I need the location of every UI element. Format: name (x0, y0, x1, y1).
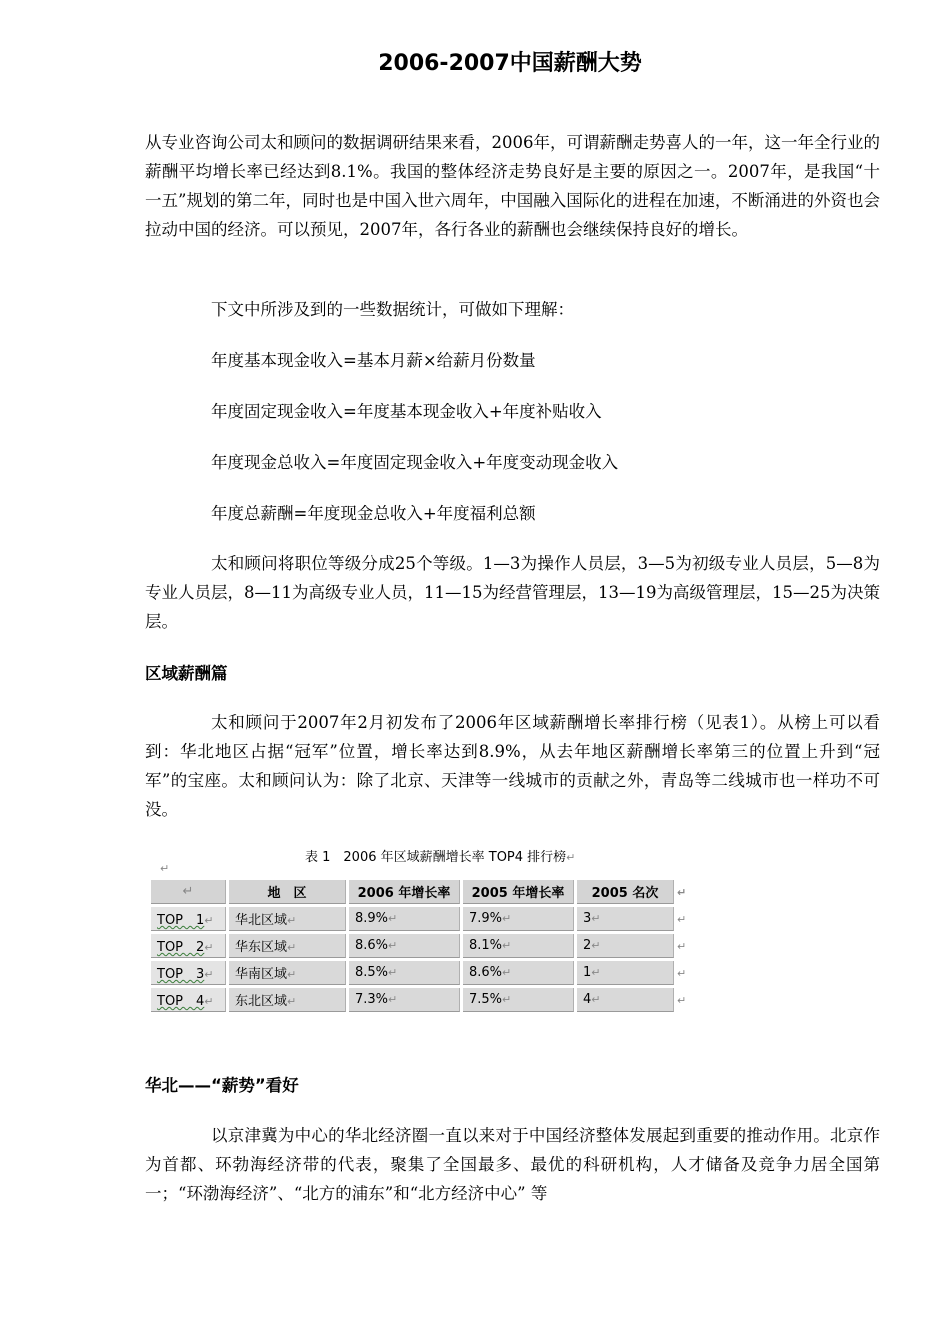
salary-growth-table (148, 877, 689, 1015)
table-header-row (151, 880, 686, 904)
formula-fixed-cash: 年度固定现金收入=年度基本现金收入+年度补贴收入 (211, 402, 602, 421)
paragraph-mark-icon: ↵ (677, 885, 687, 899)
rank-cell: TOP 2↵ (151, 934, 226, 958)
header-growth-2006: 2006 年增长率 (349, 880, 460, 904)
paragraph-mark-icon: ↵ (677, 912, 687, 926)
header-rank-2005: 2005 名次 (577, 880, 674, 904)
growth-2005-cell: 8.6%↵ (463, 961, 574, 985)
paragraph-mark-icon: ↵ (160, 862, 170, 875)
header-region: 地 区 (229, 880, 346, 904)
rank-cell: TOP 4↵ (151, 988, 226, 1012)
growth-2005-cell: 7.9%↵ (463, 907, 574, 931)
table-row (151, 988, 686, 1012)
job-level-paragraph: 太和顾问将职位等级分成25个等级。1—3为操作人员层，3—5为初级专业人员层，5—8为专业人员层，8—11为高级专业人员，11—15为经营管理层，13—19为高级管理层，15—25为决策层。 (145, 554, 880, 631)
paragraph-mark-icon: ↵ (677, 966, 687, 980)
growth-2005-cell: 7.5%↵ (463, 988, 574, 1012)
data-note-paragraph: 下文中所涉及到的一些数据统计，可做如下理解： (211, 300, 574, 319)
table-row (151, 961, 686, 985)
rank-2005-cell: 3↵ (577, 907, 674, 931)
region-cell: 华北区域↵ (229, 907, 346, 931)
header-growth-2005: 2005 年增长率 (463, 880, 574, 904)
table-row (151, 934, 686, 958)
intro-paragraph: 从专业咨询公司太和顾问的数据调研结果来看，2006年，可谓薪酬走势喜人的一年，这一年全行业的薪酬平均增长率已经达到8.1%。我国的整体经济走势良好是主要的原因之一。2007年，是我国“十一五”规划的第二年，同时也是中国入世六周年，中国融入国际化的进程在加速，不断涌进的外资也会拉动中国的经济。可以预见，2007年，各行各业的薪酬也会继续保持良好的增长。 (145, 133, 880, 239)
table-row (151, 907, 686, 931)
paragraph-mark-icon: ↵ (566, 851, 576, 864)
region-cell: 华东区域↵ (229, 934, 346, 958)
region-cell: 华南区域↵ (229, 961, 346, 985)
rank-cell: TOP 1↵ (151, 907, 226, 931)
growth-2006-cell: 8.6%↵ (349, 934, 460, 958)
table-caption-text: 表 1 2006 年区域薪酬增长率 TOP4 排行榜 (305, 850, 567, 865)
section-heading-regional: 区域薪酬篇 (145, 664, 228, 683)
growth-2006-cell: 8.5%↵ (349, 961, 460, 985)
growth-2006-cell: 8.9%↵ (349, 907, 460, 931)
growth-2005-cell: 8.1%↵ (463, 934, 574, 958)
paragraph-mark-icon: ↵ (677, 993, 687, 1007)
formula-total-compensation: 年度总薪酬=年度现金总收入+年度福利总额 (211, 504, 536, 523)
paragraph-mark-icon: ↵ (677, 939, 687, 953)
rank-cell: TOP 3↵ (151, 961, 226, 985)
rank-2005-cell: 2↵ (577, 934, 674, 958)
section-heading-north-china: 华北——“薪势”看好 (145, 1076, 299, 1095)
page-title: 2006-2007中国薪酬大势 (378, 51, 642, 76)
formula-basic-cash: 年度基本现金收入=基本月薪×给薪月份数量 (211, 351, 536, 370)
formula-total-cash: 年度现金总收入=年度固定现金收入+年度变动现金收入 (211, 453, 619, 472)
region-cell: 东北区域↵ (229, 988, 346, 1012)
rank-2005-cell: 4↵ (577, 988, 674, 1012)
rank-2005-cell: 1↵ (577, 961, 674, 985)
regional-paragraph: 太和顾问于2007年2月初发布了2006年区域薪酬增长率排行榜（见表1）。从榜上可以看到：华北地区占据“冠军”位置，增长率达到8.9%，从去年地区薪酬增长率第三的位置上升到“冠军”的宝座。太和顾问认为：除了北京、天津等一线城市的贡献之外，青岛等二线城市也一样功不可没。 (145, 713, 880, 819)
header-empty-cell: ↵ (151, 880, 226, 904)
north-china-paragraph: 以京津冀为中心的华北经济圈一直以来对于中国经济整体发展起到重要的推动作用。北京作为首都、环勃海经济带的代表，聚集了全国最多、最优的科研机构，人才储备及竞争力居全国第一；“环渤海经济”、“北方的浦东”和“北方经济中心” 等 (145, 1126, 880, 1203)
growth-2006-cell: 7.3%↵ (349, 988, 460, 1012)
table-caption (305, 846, 575, 865)
